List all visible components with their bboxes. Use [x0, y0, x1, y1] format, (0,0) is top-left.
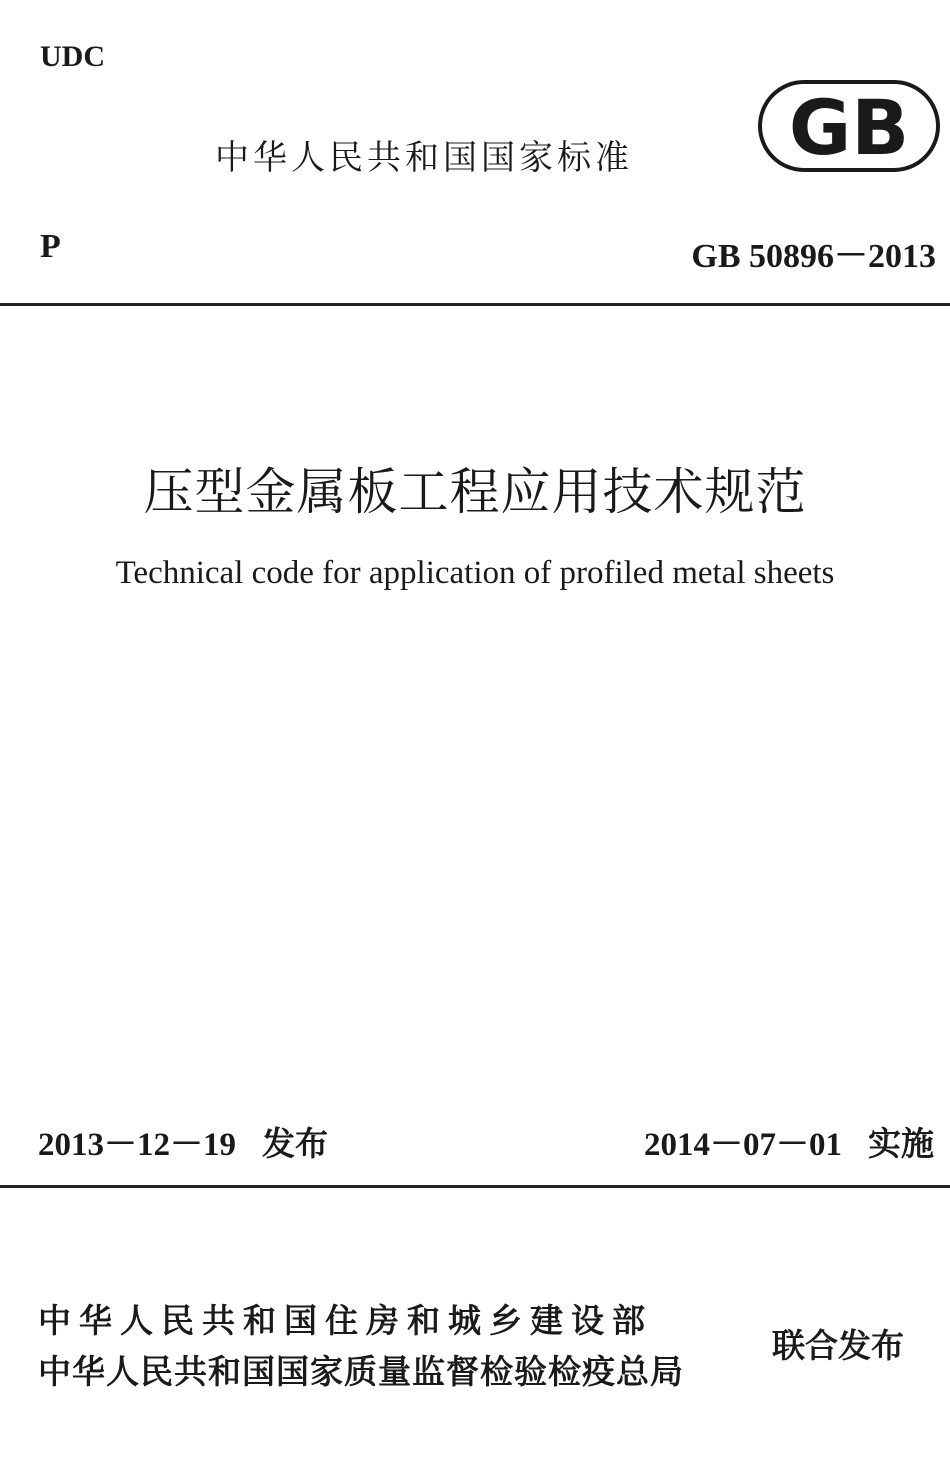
bottom-divider	[0, 1185, 950, 1188]
gb-logo	[758, 80, 940, 172]
gb-logo-text: GB	[788, 83, 910, 172]
jointly-issued-label: 联合发布	[772, 1326, 904, 1365]
effective-label: 实施	[868, 1124, 934, 1163]
issuer-ministry: 中华人民共和国住房和城乡建设部	[38, 1301, 653, 1340]
issue-date-row	[38, 1118, 328, 1165]
effective-date-row	[644, 1118, 934, 1165]
national-standard-heading: 中华人民共和国国家标准	[215, 138, 633, 178]
title-english: Technical code for application of profiled metal sheets	[115, 555, 835, 591]
title-chinese: 压型金属板工程应用技术规范	[143, 463, 807, 521]
standard-number: GB 50896－2013	[691, 238, 936, 275]
udc-label: UDC	[40, 40, 105, 73]
issue-date: 2013－12－19	[38, 1127, 236, 1163]
top-divider	[0, 303, 950, 306]
issue-label: 发布	[262, 1124, 328, 1163]
category-code: P	[40, 228, 61, 265]
effective-date: 2014－07－01	[644, 1127, 842, 1163]
issuer-aqsiq: 中华人民共和国国家质量监督检验检疫总局	[38, 1352, 684, 1391]
